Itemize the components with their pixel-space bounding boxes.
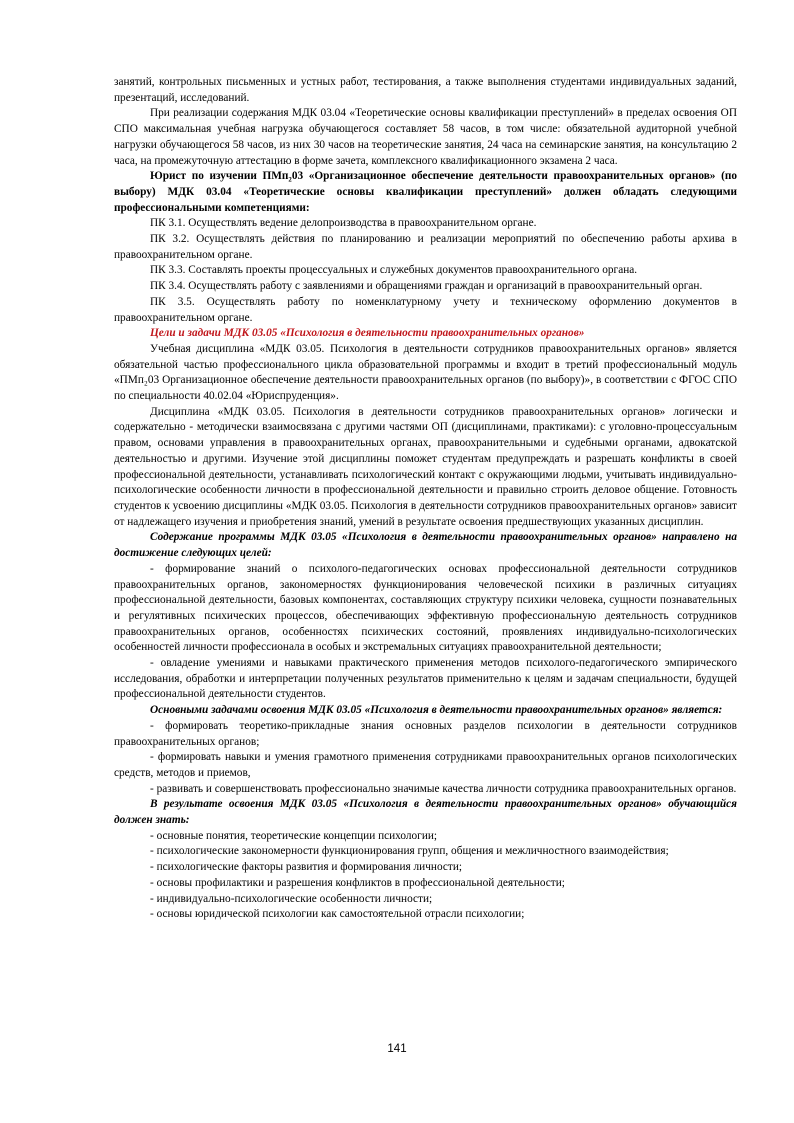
knowledge-item-2: - психологические закономерности функционирования групп, общения и межличностного взаимодействия; [150, 845, 669, 858]
task-item-1: - формировать теоретико-прикладные знания основных разделов психологии в деятельности сотрудников правоохранительных органов; [114, 719, 737, 748]
pk-3-5: ПК 3.5. Осуществлять работу по номенклатурному учету и техническому оформлению документов в правоохранительном органе. [114, 295, 737, 324]
task-item-3: - развивать и совершенствовать профессионально значимые качества личности сотрудника правоохранительных органов. [150, 782, 737, 795]
pk-3-4: ПК 3.4. Осуществлять работу с заявлениями и обращениями граждан и организаций в правоохранительный орган. [150, 280, 703, 293]
task-item-2: - формировать навыки и умения грамотного применения сотрудниками правоохранительных органов психологических средств, методов и приемов, [114, 751, 737, 779]
pk-3-3: ПК 3.3. Составлять проекты процессуальных и служебных документов правоохранительного органа. [150, 264, 638, 277]
knowledge-heading: В результате освоения МДК 03.05 «Психология в деятельности правоохранительных органов» обучающийся должен знать: [114, 798, 737, 827]
knowledge-item-4: - основы профилактики и разрешения конфликтов в профессиональной деятельности; [150, 876, 565, 889]
goals-heading: Содержание программы МДК 03.05 «Психология в деятельности правоохранительных органов» направлено на достижение следующих целей: [114, 531, 737, 560]
competencies-heading: Юрист по изучении ПМп₂03 «Организационное обеспечение деятельности правоохранительных органов» (по выбору) МДК 03.04 «Теоретические основы квалификации преступлений» должен обладать следующими профессиональными компетенциями: [114, 170, 737, 214]
page-number: 141 [387, 1043, 407, 1055]
pk-3-1: ПК 3.1. Осуществлять ведение делопроизводства в правоохранительном органе. [150, 217, 537, 230]
goal-item-1: - формирование знаний о психолого-педагогических основах профессиональной деятельности сотрудников правоохранительных органов, закономерностях функционирования человеческой психики в различных ситуациях профессиональной деятельности, базовых компонентах, составляющих структуру психики человека, сущности познавательных и регулятивных психических процессов, обеспечивающих эффективную профессиональную деятельность сотрудников правоохранительных органов, особенностях психических состояний, проявлениях индивидуально-психологических особенностей личности профессионала в особых и экстремальных ситуациях правоохранительной деятельности; [114, 562, 737, 654]
document-body [114, 75, 737, 923]
paragraph-1: занятий, контрольных письменных и устных работ, тестирования, а также выполнения студентами индивидуальных заданий, презентаций, исследований. [114, 76, 737, 104]
tasks-heading: Основными задачами освоения МДК 03.05 «Психология в деятельности правоохранительных органов» является: [150, 704, 723, 717]
paragraph-relations: Дисциплина «МДК 03.05. Психология в деятельности сотрудников правоохранительных органов» логически и содержательно - методически взаимосвязана с другими частями ОП (дисциплинами, практиками): с уголовно-процессуальным правом, основами управления в правоохранительных органах, правоохранительными и судебными органами, адвокатской деятельностью и другими. Изучение этой дисциплины поможет студентам предупреждать и разрешать конфликты в своей профессиональной деятельности, устанавливать психологический контакт с окружающими людьми, учитывать индивидуально-психологические особенности личности в профессиональной деятельности и правильно строить деловое общение. Готовность студентов к усвоению дисциплины «МДК 03.05. Психология в деятельности сотрудников правоохранительных органов» зависит от надлежащего изучения и приобретения знаний, умений в результате освоения предшествующих указанных дисциплин. [114, 405, 737, 528]
goal-item-2: - овладение умениями и навыками практического применения методов психолого-педагогического эмпирического исследования, обработки и интерпретации полученных результатов применительно к целям и задачам специальности, будущей профессиональной деятельности студентов. [114, 657, 737, 701]
paragraph-discipline: Учебная дисциплина «МДК 03.05. Психология в деятельности сотрудников правоохранительных органов» является обязательной частью профессионального цикла образовательной программы и входит в третий профессиональный модуль «ПМп₂03 Организационное обеспечение деятельности правоохранительных органов (по выбору)», в соответствии с ФГОС СПО по специальности 40.02.04 «Юриспруденция». [114, 342, 737, 403]
knowledge-item-6: - основы юридической психологии как самостоятельной отрасли психологии; [150, 908, 525, 921]
paragraph-2: При реализации содержания МДК 03.04 «Теоретические основы квалификации преступлений» в пределах освоения ОП СПО максимальная учебная нагрузка обучающегося составляет 58 часов, в том числе: обязательной аудиторной учебной нагрузки обучающегося 58 часов, из них 30 часов на теоретические занятия, 24 часа на семинарские занятия, на консультацию 2 часа, на промежуточную аттестацию в форме зачета, комплексного квалификационного экзамена 2 часа. [114, 107, 737, 167]
knowledge-item-5: - индивидуально-психологические особенности личности; [150, 892, 433, 905]
pk-3-2: ПК 3.2. Осуществлять действия по планированию и реализации мероприятий по обеспечению работы архива в правоохранительном органе. [114, 233, 737, 261]
section-heading-goals: Цели и задачи МДК 03.05 «Психология в деятельности правоохранительных органов» [150, 327, 585, 340]
knowledge-item-3: - психологические факторы развития и формирования личности; [150, 861, 463, 874]
knowledge-item-1: - основные понятия, теоретические концепции психологии; [150, 829, 438, 842]
